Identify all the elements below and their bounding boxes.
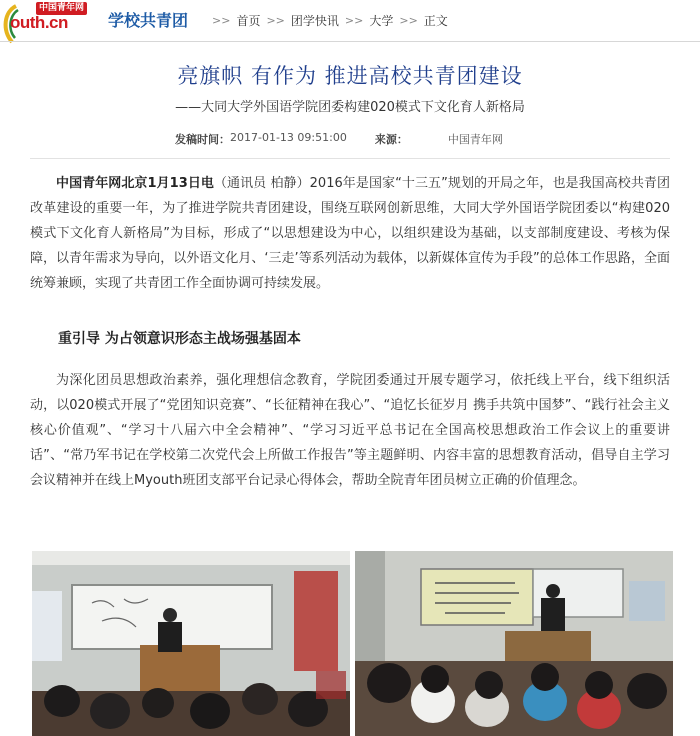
- breadcrumb-university[interactable]: 大学: [369, 14, 394, 28]
- meta-divider: [30, 158, 670, 159]
- article-meta: [175, 131, 503, 147]
- breadcrumb-separator: >>: [266, 14, 285, 27]
- section-name[interactable]: 学校共青团: [108, 11, 189, 30]
- paragraph-1-text: （通讯员 柏静）2016年是国家“十三五”规划的开局之年，也是我国高校共青团改革建设的重要一年，为了推进学院共青团建设，围绕互联网创新思维，大同大学外国语学院团委以“构建020模式下文化育人新格局”为目标，形成了“以思想建设为中心，以组织建设为基础，以支部制度建设、考核为保障，以青年需求为导向，以外语文化月、‘三走’等系列活动为载体，以新媒体宣传为手段”的总体工作思路，全面统筹兼顾，实现了共青团工作全面协调可持续发展。: [30, 176, 670, 291]
- logo-badge: 中国青年网: [36, 2, 87, 15]
- article-photo-classroom-right: [355, 551, 673, 736]
- breadcrumb-separator: >>: [399, 14, 418, 27]
- breadcrumb-home[interactable]: 首页: [236, 14, 261, 28]
- section-heading: 重引导 为占领意识形态主战场强基固本: [58, 331, 301, 347]
- site-logo[interactable]: [0, 0, 100, 44]
- classroom-photo-illustration: [32, 551, 350, 736]
- publish-time-value: 2017-01-13 09:51:00: [230, 131, 347, 144]
- breadcrumb-news[interactable]: 团学快讯: [290, 14, 339, 28]
- breadcrumb: [206, 12, 448, 29]
- breadcrumb-separator: >>: [212, 14, 231, 27]
- breadcrumb-current: 正文: [423, 14, 448, 28]
- lecture-photo-illustration: [355, 551, 673, 736]
- article-photo-classroom-left: [32, 551, 350, 736]
- source-label: 来源：: [374, 133, 408, 146]
- breadcrumb-separator: >>: [344, 14, 364, 27]
- article-title: 亮旗帜 有作为 推进高校共青团建设: [177, 64, 523, 88]
- dateline: 中国青年网北京1月13日电: [56, 176, 214, 191]
- article-paragraph-2: 为深化团员思想政治素养，强化理想信念教育，学院团委通过开展专题学习，依托线上平台，线下组织活动，以020模式开展了“党团知识竞赛”、“长征精神在我心”、“追忆长征岁月 携手共筑中国梦”、“践行社会主义核心价值观”、“学习十八届六中全会精神”、“学习习近平总书记在全国高校思想政治工作会议上的重要讲话”、“常乃军书记在学校第二次党代会上所做工作报告”等主题鲜明、内容丰富的思想教育活动，倡导自主学习会议精神并在线上Myouth班团支部平台记录心得体会，帮助全院青年团员树立正确的价值理念。: [30, 373, 670, 488]
- article-subtitle: ——大同大学外国语学院团委构建020模式下文化育人新格局: [175, 100, 525, 115]
- publish-time-label: 发稿时间：: [175, 133, 230, 146]
- source-value: 中国青年网: [447, 133, 503, 146]
- logo-wordmark: outh.cn: [10, 13, 68, 32]
- article-paragraph-1: [30, 171, 670, 296]
- site-header: [0, 0, 700, 44]
- header-divider: [0, 41, 700, 42]
